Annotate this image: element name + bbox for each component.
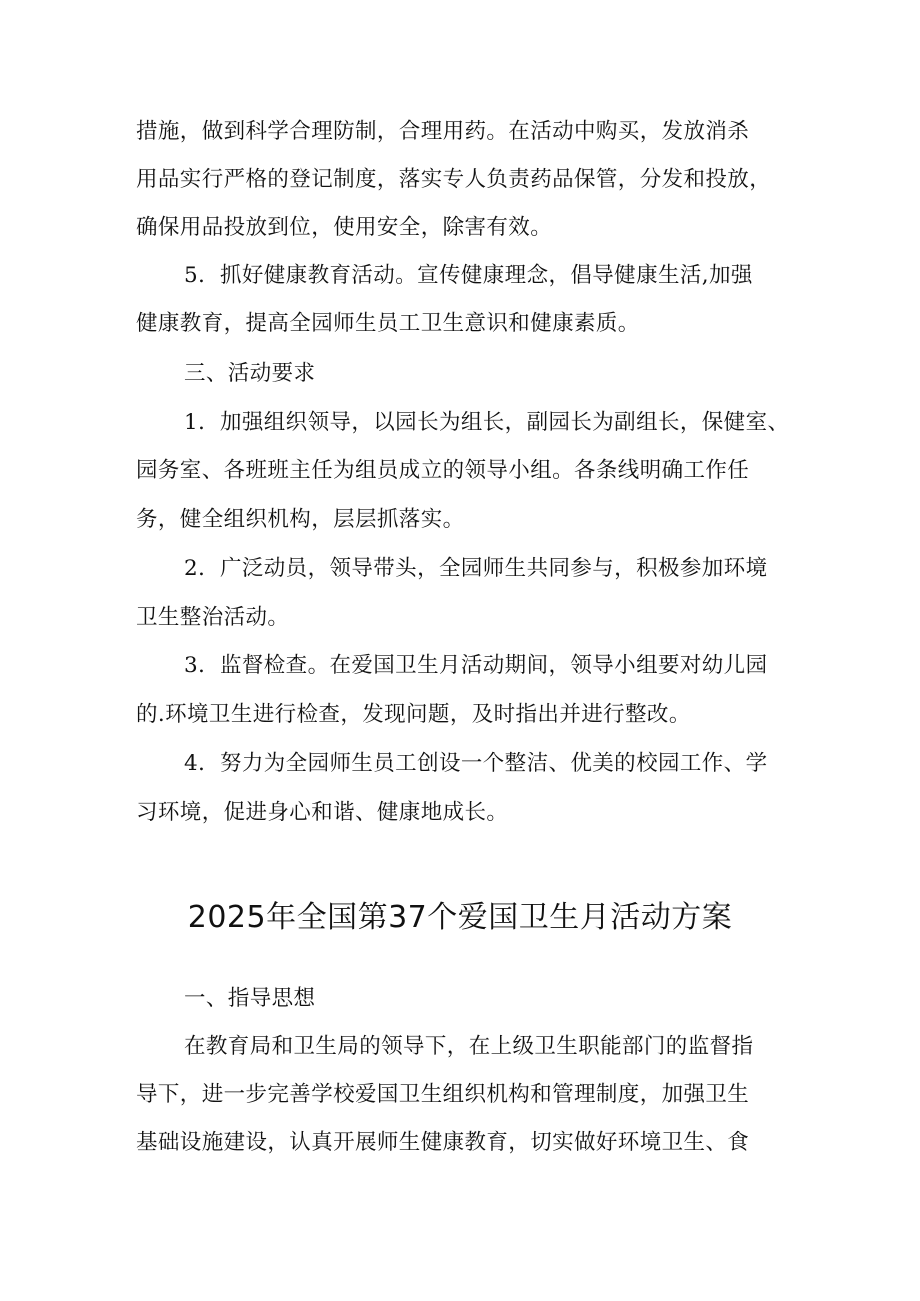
paragraph-line: 措施，做到科学合理防制，合理用药。在活动中购买，发放消杀 — [136, 119, 750, 144]
paragraph-line: 的.环境卫生进行检查，发现问题，及时指出并进行整改。 — [136, 702, 691, 727]
paragraph-line: 用品实行严格的登记制度，落实专人负责药品保管，分发和投放， — [136, 167, 772, 192]
paragraph-line: 基础设施建设，认真开展师生健康教育，切实做好环境卫生、食 — [136, 1130, 750, 1155]
paragraph-line: 务，健全组织机构，层层抓落实。 — [136, 507, 465, 532]
paragraph-line: 卫生整治活动。 — [136, 605, 290, 630]
paragraph-line: 园务室、各班班主任为组员成立的领导小组。各条线明确工作任 — [136, 458, 750, 483]
paragraph-line: 健康教育，提高全园师生员工卫生意识和健康素质。 — [136, 311, 640, 336]
paragraph-line: 4．努力为全园师生员工创设一个整洁、优美的校园工作、学 — [184, 751, 768, 776]
section-heading: 一、指导思想 — [184, 986, 316, 1011]
paragraph-line: 3．监督检查。在爱国卫生月活动期间，领导小组要对幼儿园 — [184, 653, 768, 678]
paragraph-line: 在教育局和卫生局的领导下，在上级卫生职能部门的监督指 — [184, 1034, 754, 1059]
section-heading: 三、活动要求 — [184, 361, 316, 386]
document-title: 2025年全国第37个爱国卫生月活动方案 — [187, 900, 733, 935]
paragraph-line: 1．加强组织领导，以园长为组长，副园长为副组长，保健室、 — [184, 410, 790, 435]
paragraph-line: 导下，进一步完善学校爱国卫生组织机构和管理制度，加强卫生 — [136, 1082, 750, 1107]
paragraph-line: 2．广泛动员，领导带头，全园师生共同参与，积极参加环境 — [184, 556, 768, 581]
paragraph-line: 确保用品投放到位，使用安全，除害有效。 — [136, 215, 553, 240]
paragraph-line: 习环境，促进身心和谐、健康地成长。 — [136, 800, 509, 825]
paragraph-line: 5．抓好健康教育活动。宣传健康理念，倡导健康生活,加强 — [184, 263, 753, 288]
